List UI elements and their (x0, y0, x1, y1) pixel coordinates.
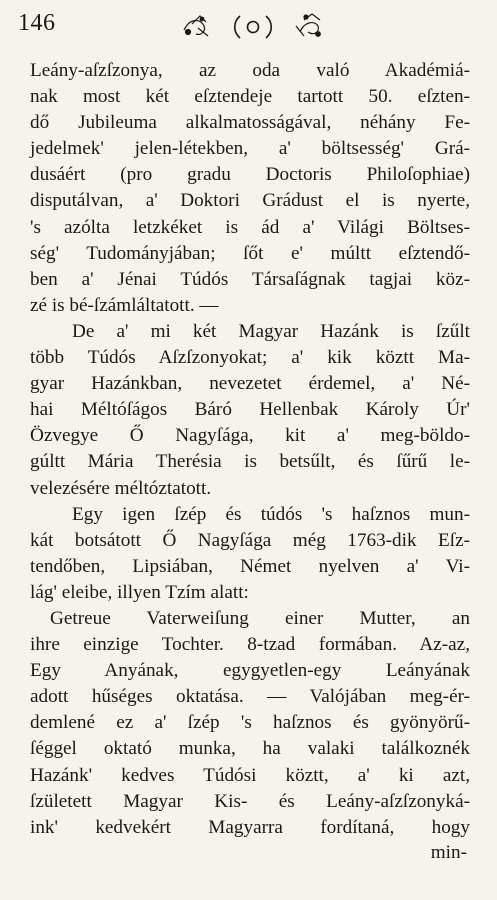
text-line: De a' mi két Magyar Hazánk is ſzűlt (72, 320, 470, 342)
text-line: hai Méltóſágos Báró Hellenbak Károly Úr' (30, 399, 470, 421)
text-line: Getreue Vaterweiſung einer Mutter, an (50, 607, 470, 629)
text-line: dusáért (pro gradu Doctoris Philoſophiae) (30, 164, 470, 186)
text-line: demlené ez a' ſzép 's haſznos és gyönyörű- (30, 712, 470, 734)
text-line: Özvegye Ő Nagyſága, kit a' meg-böldo- (30, 425, 470, 447)
text-line: ihre einzige Tochter. 8-tzad formában. Az-az, (30, 634, 470, 656)
text-line: ben a' Jénai Túdós Társaſágnak tagjai köz- (30, 268, 470, 290)
body-text (30, 58, 470, 841)
text-line: adott hűséges oktatása. — Valójában meg-ér- (30, 686, 470, 708)
text-line: velezésére méltóztatott. (30, 477, 212, 499)
text-line: zé is bé-ſzámláltatott. — (30, 294, 219, 316)
text-line: tendőben, Lipsiában, Német nyelven a' Vi- (30, 555, 470, 577)
text-line: Egy Anyának, egygyetlen-egy Leányának (30, 660, 470, 682)
text-line: Leány-aſzſzonya, az oda való Akadémiá- (30, 60, 470, 81)
text-line: ink' kedvekért Magyarra fordítaná, hogy (30, 816, 470, 838)
text-line: gúltt Mária Therésia is betsűlt, és ſűrű le- (30, 451, 470, 473)
text-line: több Túdós Aſzſzonyokat; a' kik köztt Ma- (30, 347, 470, 369)
page-header (0, 8, 497, 44)
text-line: disputálvan, a' Doktori Grádust el is nyerte, (30, 190, 470, 212)
text-line: dő Jubileuma alkalmatosságával, néhány Fe- (30, 112, 470, 134)
text-line: ség' Tudományjában; ſőt e' múltt eſztendő- (30, 242, 470, 264)
text-line: gyar Hazánkban, nevezetet érdemel, a' Né- (30, 373, 470, 395)
text-line: jedelmek' jelen-létekben, a' böltsesség' Grá- (30, 138, 470, 160)
text-line: Hazánk' kedves Túdósi köztt, a' ki azt, (30, 764, 470, 786)
header-ornament-icon (178, 10, 328, 42)
text-line: nak most két eſztendeje tartott 50. eſzten- (30, 86, 470, 108)
text-line: Egy igen ſzép és túdós 's haſznos mun- (72, 503, 470, 525)
text-line: 's azólta letzkéket is ád a' Világi Böltses- (30, 216, 470, 238)
text-line: ſzületett Magyar Kis- és Leány-aſzſzonyká- (30, 790, 470, 812)
page-number: 146 (18, 10, 56, 36)
text-line: kát botsátott Ő Nagyſága még 1763-dik Eſz- (30, 529, 470, 551)
text-line: lág' eleibe, illyen Tzím alatt: (30, 581, 249, 603)
catchword: min- (430, 842, 467, 863)
text-line: ſéggel oktató munka, ha valaki találkoznék (30, 738, 470, 760)
